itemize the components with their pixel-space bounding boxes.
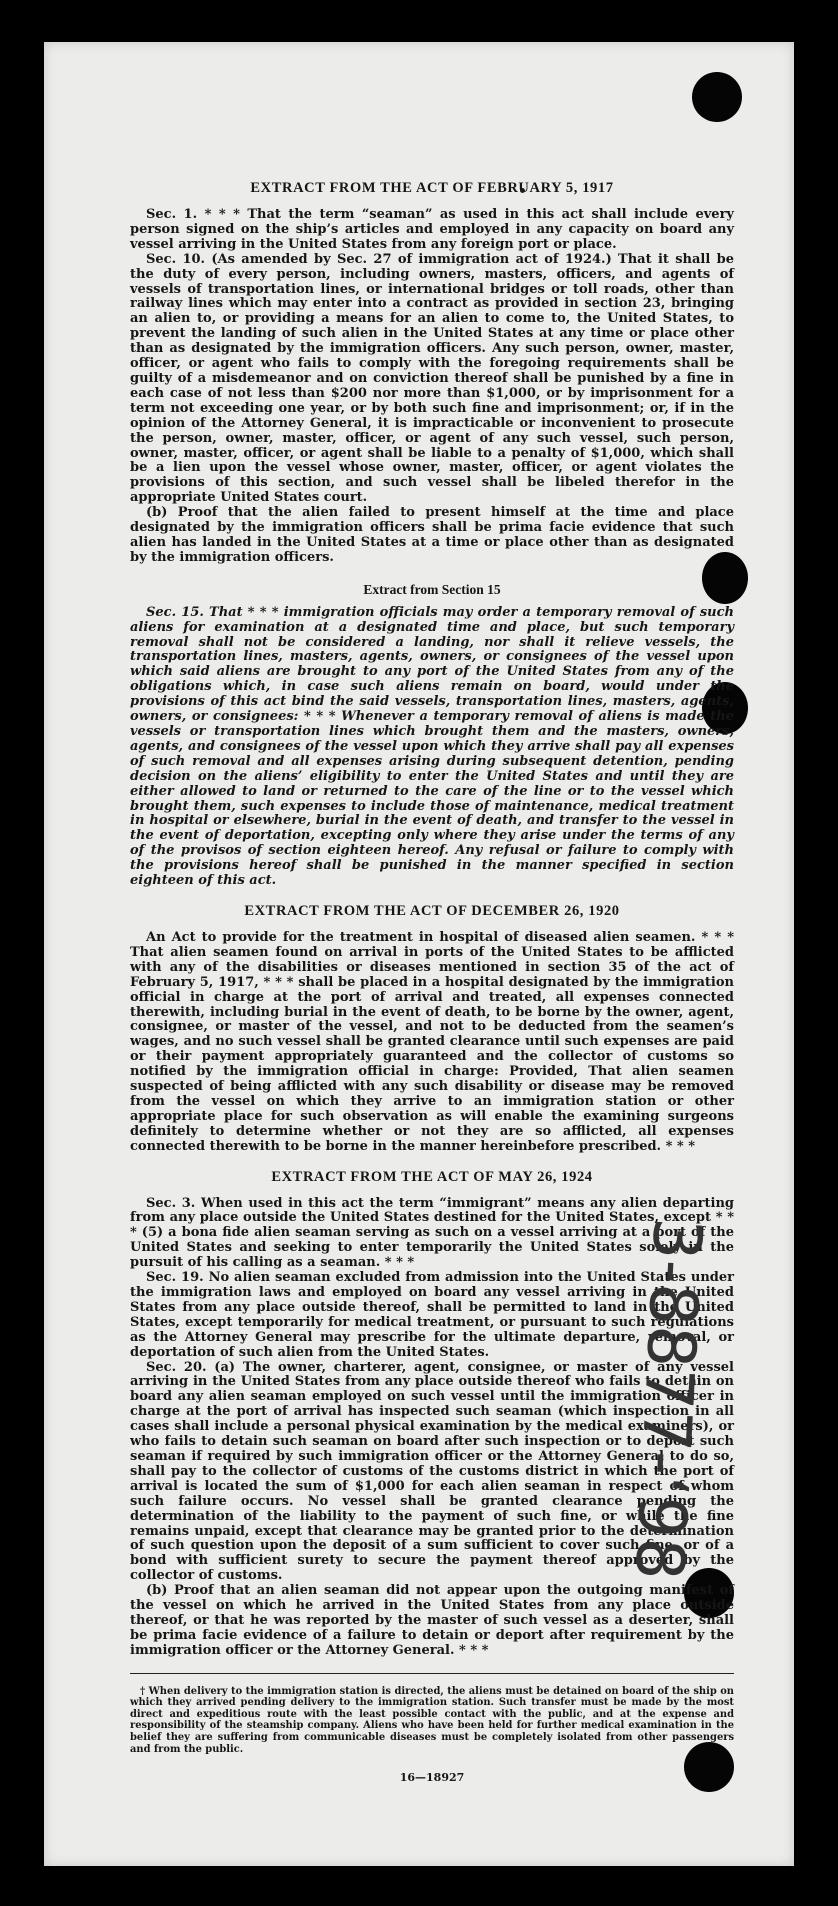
paragraph: Sec. 3. When used in this act the term “immigrant” means any alien departing from any place outside the United States destined for the United States, except * * * (5) a bona fide alien seaman serving as such on a vessel arriving at a port of the United States and seeking to enter temporarily the United States solely in the pursuit of his calling as a seaman. * * *: [130, 1195, 734, 1271]
punch-hole: [692, 72, 742, 122]
section-title: EXTRACT FROM THE ACT OF DECEMBER 26, 1920: [244, 902, 620, 919]
paragraph: Sec. 1. * * * That the term “seaman” as used in this act shall include every person signed on the ship’s articles and employed in any capacity on board any vessel arriving in the United States from any foreign port or place.: [130, 207, 734, 252]
section-title: EXTRACT FROM THE ACT OF FEBRUARY 5, 1917: [250, 180, 614, 196]
paragraph: An Act to provide for the treatment in hospital of diseased alien seamen. * * * That alien seamen found on arrival in ports of the United States to be afflicted with any of the disabilities or diseases mentioned in section 35 of the act of February 5, 1917, * * * shall be placed in a hospital designated by the immigration official in charge at the port of arrival and treated, all expenses connected therewith, including burial in the event of death, to be borne by the owner, agent, consignee, or master of the vessel, and not to be deducted from the seamen’s wages, and no such vessel shall be granted clearance until such expenses are paid or their payment appropriately guaranteed and the collector of customs so notified by the immigration official in charge: Provided, That alien seamen suspected of being afflicted with any such disability or disease may be removed from the vessel on which they arrive to an immigration station or other appropriate place for such observation as will enable the examining surgeons definitely to determine whether or not they are so afflicted, all expenses connected therewith to be borne in the manner hereinbefore prescribed. * * *: [130, 929, 734, 1154]
paragraph: Sec. 20. (a) The owner, charterer, agent, consignee, or master of any vessel arriving in the United States from any place outside thereof who fails to detain on board any alien seaman employed on such vessel until the immigration officer in charge at the port of arrival has inspected such seaman (which inspection in all cases shall include a personal physical examination by the medical examiners), or who fails to detain such seaman on board after such inspection or to deport such seaman if required by such immigration officer or the Attorney General to do so, shall pay to the collector of customs of the customs district in which the port of arrival is located the sum of $1,000 for each alien seaman in respect of whom such failure occurs. No vessel shall be granted clearance pending the determination of the liability to the payment of such fine, or while the fine remains unpaid, except that clearance may be granted prior to the determination of such question upon the deposit of a sum sufficient to cover such fine, or of a bond with sufficient surety to secure the payment thereof approved by the collector of customs.: [130, 1359, 734, 1584]
paragraph: (b) Proof that an alien seaman did not appear upon the outgoing manifest of the vessel on which he arrived in the United States from any place outside thereof, or that he was reported by the master of such vessel as a deserter, shall be prima facie evidence of a failure to detain or deport after requirement by the immigration officer or the Attorney General. * * *: [130, 1583, 734, 1658]
section-subtitle: Extract from Section 15: [363, 581, 501, 597]
paragraph: Sec. 15. That * * * immigration officials may order a temporary removal of such aliens for examination at a designated time and place, but such temporary removal shall not be considered a landing, nor shall it relieve vessels, the transportation lines, masters, agents, owners, or consignees of the vessel upon which said aliens are brought to any port of the United States from any of the obligations which, in case such aliens remain on board, would under the provisions of this act bind the said vessels, transportation lines, masters, agents, owners, or consignees: * * * Whenever a temporary removal of aliens is made the vessels or transportation lines which brought them and the masters, owners, agents, and consignees of the vessel upon which they arrive shall pay all expenses of such removal and all expenses arising during subsequent detention, pending decision on the aliens’ eligibility to enter the United States and until they are either allowed to land or returned to the care of the line or to the vessel which brought them, such expenses to include those of maintenance, medical treatment in hospital or elsewhere, burial in the event of death, and transfer to the vessel in the event of deportation, excepting only where they arise under the terms of any of the provisos of section eighteen hereof. Any refusal or failure to comply with the provisions hereof shall be punished in the manner specified in section eighteen of this act.: [130, 604, 734, 889]
footnote: † When delivery to the immigration station is directed, the aliens must be detained on board of the ship on which they arrived pending delivery to the immigration station. Such transfer must be made by the most direct and expeditious route with the least possible contact with the public, and at the expense and responsibility of the steamship company. Aliens who have been held for further medical examination in the belief they are suffering from communicable diseases must be completely isolated from other passengers and from the public.: [130, 1685, 734, 1755]
paragraph: (b) Proof that the alien failed to present himself at the time and place designated by the immigration officers shall be prima facie evidence that such alien has landed in the United States at a time or place other than as designated by the immigration officers.: [130, 505, 734, 565]
form-number: 16—18927: [399, 1771, 465, 1785]
paragraph: Sec. 10. (As amended by Sec. 27 of immigration act of 1924.) That it shall be the duty of every person, including owners, masters, officers, and agents of vessels of transportation lines, or international bridges or toll roads, other than railway lines which may enter into a contract as provided in section 23, bringing an alien to, or providing a means for an alien to come to, the United States, to prevent the landing of such alien in the United States at any time or place other than as designated by the immigration officers. Any such person, owner, master, officer, or agent who fails to comply with the foregoing requirements shall be guilty of a misdemeanor and on conviction thereof shall be punished by a fine in each case of not less than $200 nor more than $1,000, or by imprisonment for a term not exceeding one year, or by both such fine and imprisonment; or, if in the opinion of the Attorney General, it is impracticable or inconvenient to prosecute the person, owner, master, officer, or agent of any such vessel, such person, owner, master, officer, or agent shall be liable to a penalty of $1,000, which shall be a lien upon the vessel whose owner, master, officer, or agent violates the provisions of this section, and such vessel shall be libeled therefor in the appropriate United States court.: [130, 251, 734, 506]
divider: [130, 1673, 734, 1674]
paragraph: Sec. 19. No alien seaman excluded from admission into the United States under the immigration laws and employed on board any vessel arriving in the United States from any place outside thereof, shall be permitted to land in the United States, except temporarily for medical treatment, or pursuant to such regulations as the Attorney General may prescribe for the ultimate departure, removal, or deportation of such alien from the United States.: [130, 1270, 734, 1360]
section-title: EXTRACT FROM THE ACT OF MAY 26, 1924: [271, 1168, 593, 1185]
